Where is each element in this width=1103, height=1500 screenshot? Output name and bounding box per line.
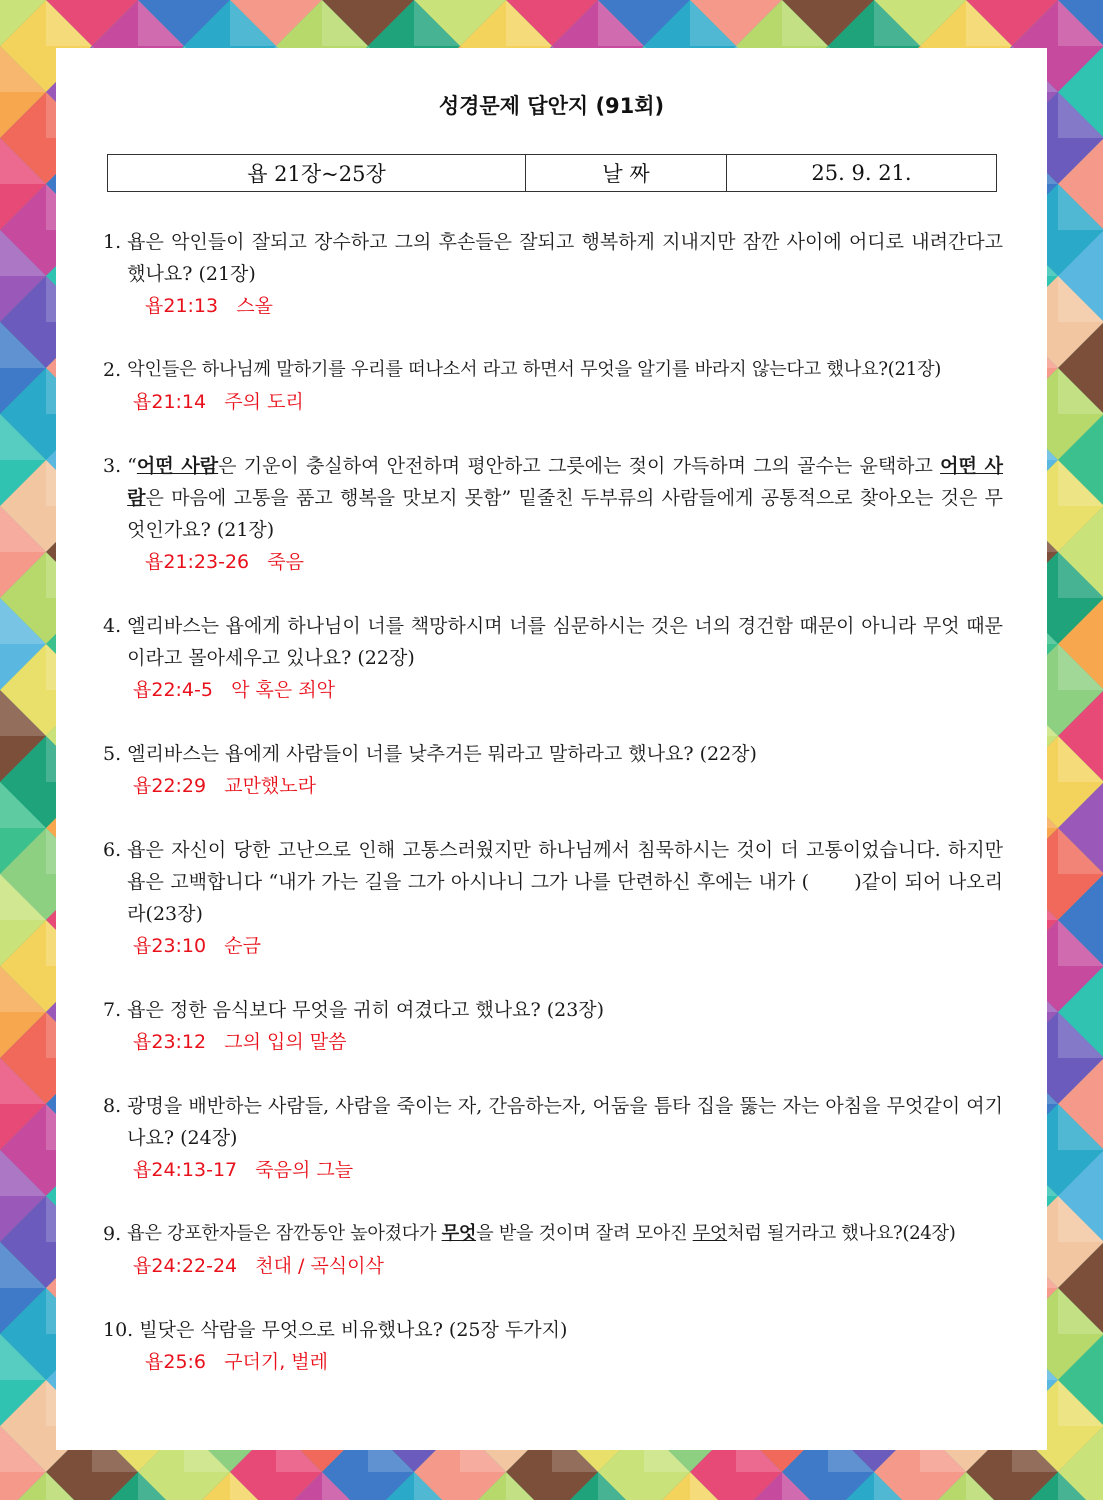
answer: 욥22:29 교만했노라: [133, 775, 316, 797]
info-table: [107, 154, 997, 192]
question-text: 엘리바스는 욥에게 사람들이 너를 낮추거든 뭐라고 말하라고 했나요? (22장): [127, 743, 757, 765]
answer: 욥24:22-24 천대 / 곡식이삭: [133, 1255, 384, 1277]
question-number: 6.: [103, 839, 128, 861]
answer: 욥24:13-17 죽음의 그늘: [133, 1159, 354, 1181]
question-text: 빌닷은 삭람을 무엇으로 비유했나요? (25장 두가지): [139, 1319, 568, 1341]
question-8: [103, 1090, 1003, 1186]
underlined-word: 무엇: [692, 1223, 728, 1244]
page-title: 성경문제 답안지 (91회): [438, 94, 665, 118]
question-number: 1.: [103, 231, 128, 253]
underlined-word: 무엇: [441, 1223, 477, 1244]
underlined-phrase: 어떤 사람: [136, 455, 219, 477]
question-number: 9.: [103, 1223, 128, 1245]
answer: 욥21:13 스올: [145, 295, 273, 317]
question-text-part: 을 받을 것이며 잘려 모아진: [476, 1223, 693, 1244]
underlined-phrase: 어떤 사람: [127, 455, 1003, 509]
question-7: [103, 994, 1003, 1058]
answer: 욥23:12 그의 입의 말씀: [133, 1031, 347, 1053]
question-text: 욥은 악인들이 잘되고 장수하고 그의 후손들은 잘되고 행복하게 지내지만 잠깐 사이에 어디로 내려간다고 했나요? (21장): [127, 231, 1003, 285]
question-10: [103, 1314, 1003, 1378]
question-3: [103, 450, 1003, 578]
question-text-part: 은 마음에 고통을 품고 행복을 맛보지 못함” 밑줄친 두부류의 사람들에게 공통적으로 찾아오는 것은 무엇인가요? (21장): [127, 487, 1003, 541]
question-number: 5.: [103, 743, 128, 765]
question-6: [103, 834, 1010, 962]
answer: 욥23:10 순금: [133, 935, 261, 957]
answer: 욥25:6 구더기, 벌레: [145, 1351, 328, 1373]
question-text: [127, 450, 1003, 546]
answer-sheet: [56, 48, 1047, 1450]
question-text: [127, 1218, 1003, 1250]
answer: 욥21:14 주의 도리: [133, 391, 304, 413]
question-text-part: 은 기운이 충실하여 안전하며 평안하고 그릇에는 젖이 가득하며 그의 골수는 윤택하고: [218, 455, 941, 477]
chapter-range: 욥 21장~25장: [108, 155, 526, 192]
date-value: 25. 9. 21.: [727, 155, 997, 192]
question-number: 10.: [103, 1319, 140, 1341]
question-text: 악인들은 하나님께 말하기를 우리를 떠나소서 라고 하면서 무엇을 알기를 바라지 않는다고 했나요?(21장): [127, 359, 942, 380]
question-2: [103, 354, 1003, 418]
question-9: [103, 1218, 1003, 1282]
question-number: 4.: [103, 615, 128, 637]
question-text: 욥은 정한 음식보다 무엇을 귀히 여겼다고 했나요? (23장): [127, 999, 605, 1021]
answer: 욥22:4-5 악 혹은 죄악: [133, 679, 335, 701]
question-number: 3.: [103, 455, 128, 477]
question-1: [103, 226, 1003, 322]
question-text: 광명을 배반하는 사람들, 사람을 죽이는 자, 간음하는자, 어둠을 틈타 집을 뚫는 자는 아침을 무엇같이 여기나요? (24장): [127, 1095, 1003, 1149]
open-quote: “: [127, 455, 137, 477]
question-number: 2.: [103, 359, 128, 381]
question-text-part: 처럼 될거라고 했나요?(24장): [727, 1223, 956, 1244]
date-label: 날 짜: [526, 155, 727, 192]
question-number: 8.: [103, 1095, 128, 1117]
question-text: 욥은 자신이 당한 고난으로 인해 고통스러웠지만 하나님께서 침묵하시는 것이 더 고통이었습니다. 하지만 욥은 고백합니다 “내가 가는 길을 그가 아시나니 그가 나를 단련하신 후에는 내가 ( )같이 되어 나오리라(23장): [127, 839, 1010, 925]
question-4: [103, 610, 1003, 706]
question-5: [103, 738, 1003, 802]
question-text: 엘리바스는 욥에게 하나님이 너를 책망하시며 너를 심문하시는 것은 너의 경건함 때문이 아니라 무엇 때문이라고 몰아세우고 있나요? (22장): [127, 615, 1003, 669]
answer: 욥21:23-26 죽음: [145, 551, 304, 573]
question-number: 7.: [103, 999, 128, 1021]
question-text-part: 욥은 강포한자들은 잠깐동안 높아졌다가: [127, 1223, 442, 1244]
